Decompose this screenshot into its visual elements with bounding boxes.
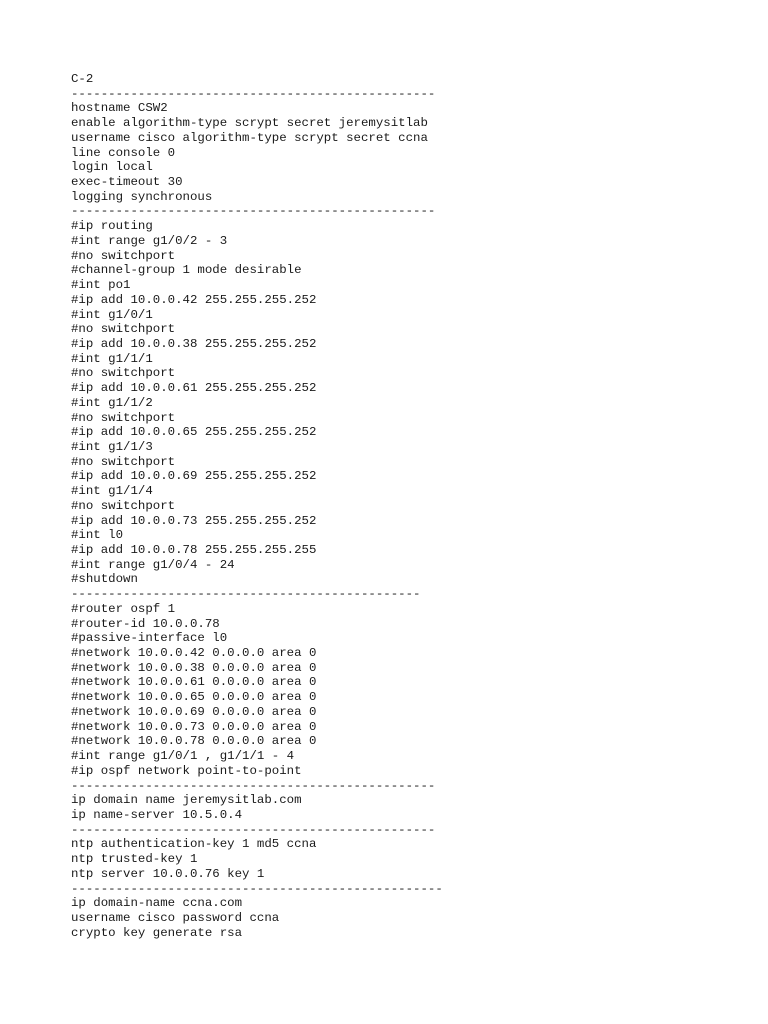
doc-line: #channel-group 1 mode desirable	[71, 263, 302, 278]
separator-line: -------------------------------------------------	[71, 778, 436, 793]
doc-line: logging synchronous	[71, 189, 213, 204]
doc-line: #int range g1/0/4 - 24	[71, 557, 235, 572]
doc-line: #shutdown	[71, 572, 138, 587]
separator-line: -------------------------------------------------	[71, 204, 436, 219]
doc-line: #no switchport	[71, 248, 176, 263]
doc-line: #ip add 10.0.0.78 255.255.255.255	[71, 543, 317, 557]
doc-line: #ip add 10.0.0.73 255.255.255.252	[71, 513, 317, 528]
doc-line: #passive-interface l0	[71, 631, 228, 646]
doc-line: #network 10.0.0.38 0.0.0.0 area 0	[71, 660, 317, 675]
doc-line: #ip add 10.0.0.61 255.255.255.252	[71, 381, 317, 396]
doc-line: #int l0	[71, 528, 124, 543]
document-body	[71, 72, 751, 940]
doc-line: #int g1/1/4	[71, 484, 153, 499]
doc-line: ip domain name jeremysitlab.com	[71, 793, 302, 808]
doc-line: #ip add 10.0.0.42 255.255.255.252	[71, 292, 317, 307]
doc-line: #ip add 10.0.0.65 255.255.255.252	[71, 425, 317, 440]
doc-line: #network 10.0.0.78 0.0.0.0 area 0	[71, 734, 317, 749]
doc-line: enable algorithm-type scrypt secret jeremysitlab	[71, 116, 428, 131]
doc-line: #no switchport	[71, 498, 176, 513]
doc-line: #int g1/1/2	[71, 395, 153, 410]
doc-line: username cisco password ccna	[71, 910, 280, 925]
doc-line: ip domain-name ccna.com	[71, 896, 243, 911]
doc-line: #int range g1/0/1 , g1/1/1 - 4	[71, 749, 295, 764]
doc-line: #ip routing	[71, 219, 153, 234]
doc-line: #no switchport	[71, 366, 176, 381]
doc-line: #no switchport	[71, 410, 176, 425]
doc-line: crypto key generate rsa	[71, 925, 243, 940]
doc-line: line console 0	[71, 145, 176, 160]
doc-line: #router-id 10.0.0.78	[71, 616, 220, 631]
doc-line: username cisco algorithm-type scrypt secret ccna	[71, 130, 428, 145]
doc-line: ip name-server 10.5.0.4	[71, 807, 243, 822]
doc-line: #int g1/0/1	[71, 307, 153, 322]
doc-line: #ip ospf network point-to-point	[71, 763, 302, 778]
doc-line: #int g1/1/1	[71, 351, 153, 366]
doc-line: #network 10.0.0.65 0.0.0.0 area 0	[71, 690, 317, 705]
doc-line: #network 10.0.0.69 0.0.0.0 area 0	[71, 704, 317, 719]
separator-line: -------------------------------------------------	[71, 86, 436, 101]
separator-line: --------------------------------------------------	[71, 881, 443, 896]
doc-line: #router ospf 1	[71, 601, 176, 616]
doc-line: exec-timeout 30	[71, 175, 183, 190]
doc-line: #network 10.0.0.61 0.0.0.0 area 0	[71, 675, 317, 690]
doc-line: #ip add 10.0.0.38 255.255.255.252	[71, 336, 317, 351]
doc-line: #ip add 10.0.0.69 255.255.255.252	[71, 469, 317, 484]
doc-line: ntp server 10.0.0.76 key 1	[71, 866, 265, 881]
doc-line: #no switchport	[71, 454, 176, 469]
doc-line: hostname CSW2	[71, 101, 168, 116]
doc-line: ntp authentication-key 1 md5 ccna	[71, 837, 317, 852]
doc-line: #network 10.0.0.42 0.0.0.0 area 0	[71, 646, 317, 661]
doc-line: #no switchport	[71, 322, 176, 337]
doc-line: #network 10.0.0.73 0.0.0.0 area 0	[71, 719, 317, 734]
doc-line: #int g1/1/3	[71, 439, 153, 454]
doc-line: login local	[71, 160, 153, 175]
separator-line: -----------------------------------------------	[71, 587, 421, 602]
doc-line: #int po1	[71, 278, 131, 293]
doc-line: C-2	[71, 72, 94, 86]
separator-line: -------------------------------------------------	[71, 822, 436, 837]
doc-line: #int range g1/0/2 - 3	[71, 233, 228, 248]
doc-line: ntp trusted-key 1	[71, 852, 198, 867]
